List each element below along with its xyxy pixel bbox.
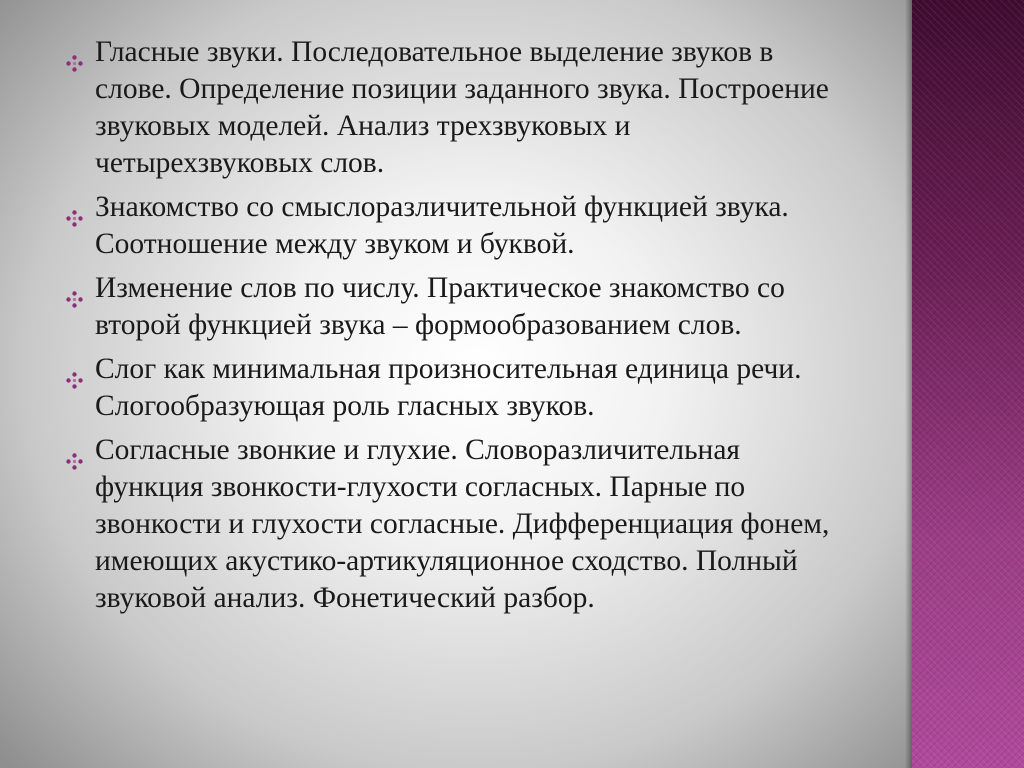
- diamond-dots-icon: [66, 443, 83, 460]
- diamond-dots-icon: [66, 45, 83, 62]
- diamond-dots-icon: [66, 281, 83, 298]
- bullet-item: [64, 189, 854, 263]
- bullet-text: Гласные звуки. Последовательное выделение звуков в слове. Определение позиции заданного звука. Построение звуковых моделей. Анализ трехзвуковых и четырехзвуковых слов.: [95, 36, 829, 179]
- bullet-text: Слог как минимальная произносительная единица речи. Слогообразующая роль гласных звуков.: [95, 353, 802, 422]
- bullet-text: Изменение слов по числу. Практическое знакомство со второй функцией звука – формообразованием слов.: [95, 272, 785, 341]
- bullet-item: [64, 432, 854, 617]
- bullet-item: [64, 270, 854, 344]
- diamond-dots-icon: [66, 200, 83, 217]
- bullet-text: Согласные звонкие и глухие. Словоразличительная функция звонкости-глухости согласных. Парные по звонкости и глухости согласные. Дифференциация фонем, имеющих акустико-артикуляционное сходство. Полный звуковой анализ. Фонетический разбор.: [95, 434, 830, 614]
- bullet-list: [64, 34, 854, 624]
- decorative-side-panel: [912, 0, 1024, 768]
- side-panel-shadow: [905, 0, 912, 768]
- diamond-dots-icon: [66, 362, 83, 379]
- bullet-item: [64, 351, 854, 425]
- bullet-item: [64, 34, 854, 182]
- bullet-text: Знакомство со смыслоразличительной функцией звука. Соотношение между звуком и буквой.: [95, 191, 789, 260]
